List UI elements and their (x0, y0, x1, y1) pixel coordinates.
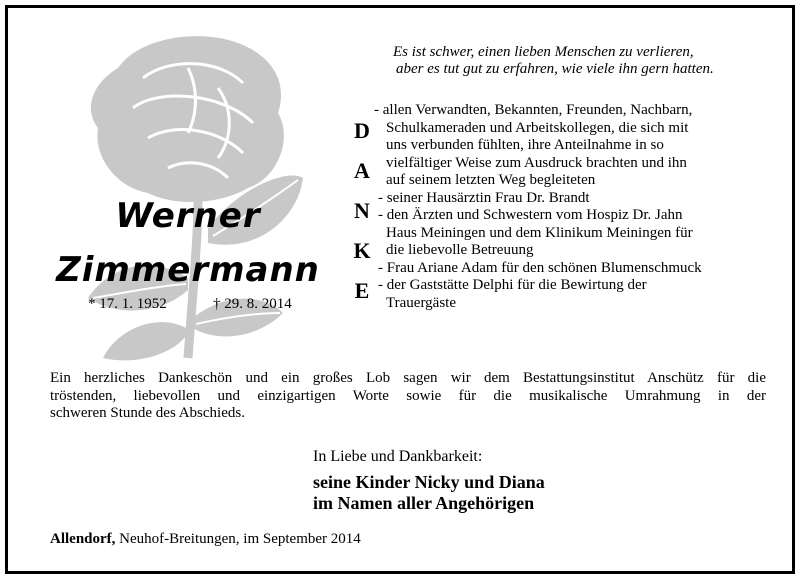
signer-line: im Namen aller Angehörigen (313, 493, 535, 513)
obituary-notice (5, 5, 795, 574)
body-line: tröstenden, liebevollen und einzigartigen Worte sowie für die musikalische Umrahmung in der (50, 387, 766, 404)
thanks-line: - seiner Hausärztin Frau Dr. Brandt (378, 189, 590, 206)
quote-line: aber es tut gut zu erfahren, wie viele ihn gern hatten. (396, 61, 714, 77)
thanks-line: Haus Meiningen und dem Klinikum Meiningen für (386, 224, 693, 241)
memorial-quote (393, 44, 783, 78)
danke-letter: D (354, 118, 370, 143)
deceased-first-name: Werner (115, 196, 261, 236)
thanks-line: - allen Verwandten, Bekannten, Freunden, Nachbarn, (374, 102, 693, 118)
death-date: † 29. 8. 2014 (213, 296, 292, 312)
body-line: Ein herzliches Dankeschön und ein großes Lob sagen wir dem Bestattungsinstitut Anschütz für die (50, 370, 766, 386)
place-date-rest: Neuhof-Breitungen, im September 2014 (115, 531, 361, 547)
thanks-line: - den Ärzten und Schwestern vom Hospiz Dr. Jahn (378, 207, 683, 223)
thanks-line: - der Gaststätte Delphi für die Bewirtung der (378, 277, 647, 293)
funeral-home-thanks (50, 370, 766, 423)
closing-intro: In Liebe und Dankbarkeit: (313, 448, 483, 465)
signer-line: seine Kinder Nicky und Diana (313, 472, 545, 492)
thanks-line: Trauergäste (386, 294, 456, 311)
quote-line: Es ist schwer, einen lieben Menschen zu verlieren, (393, 44, 694, 60)
danke-letter: E (354, 278, 370, 303)
birth-date: * 17. 1. 1952 (88, 296, 167, 312)
thanks-list (374, 102, 774, 312)
danke-letter: K (353, 238, 371, 263)
closing-signature (313, 448, 733, 514)
thanks-line: auf seinem letzten Weg begleiteten (386, 172, 596, 188)
thanks-line: die liebevolle Betreuung (386, 242, 534, 258)
thanks-line: - Frau Ariane Adam für den schönen Blumenschmuck (378, 259, 702, 276)
thanks-line: Schulkameraden und Arbeitskollegen, die sich mit (386, 119, 689, 136)
place-date-line (50, 531, 361, 548)
danke-letter: N (354, 198, 370, 223)
deceased-last-name: Zimmermann (56, 250, 320, 290)
danke-letter: A (354, 158, 370, 183)
body-line: schweren Stunde des Abschieds. (50, 405, 245, 421)
thanks-line: vielfältiger Weise zum Ausdruck brachten und ihn (386, 154, 687, 171)
town-name: Allendorf, (50, 531, 116, 547)
thanks-line: uns verbunden fühlten, ihre Anteilnahme in so (386, 137, 664, 153)
